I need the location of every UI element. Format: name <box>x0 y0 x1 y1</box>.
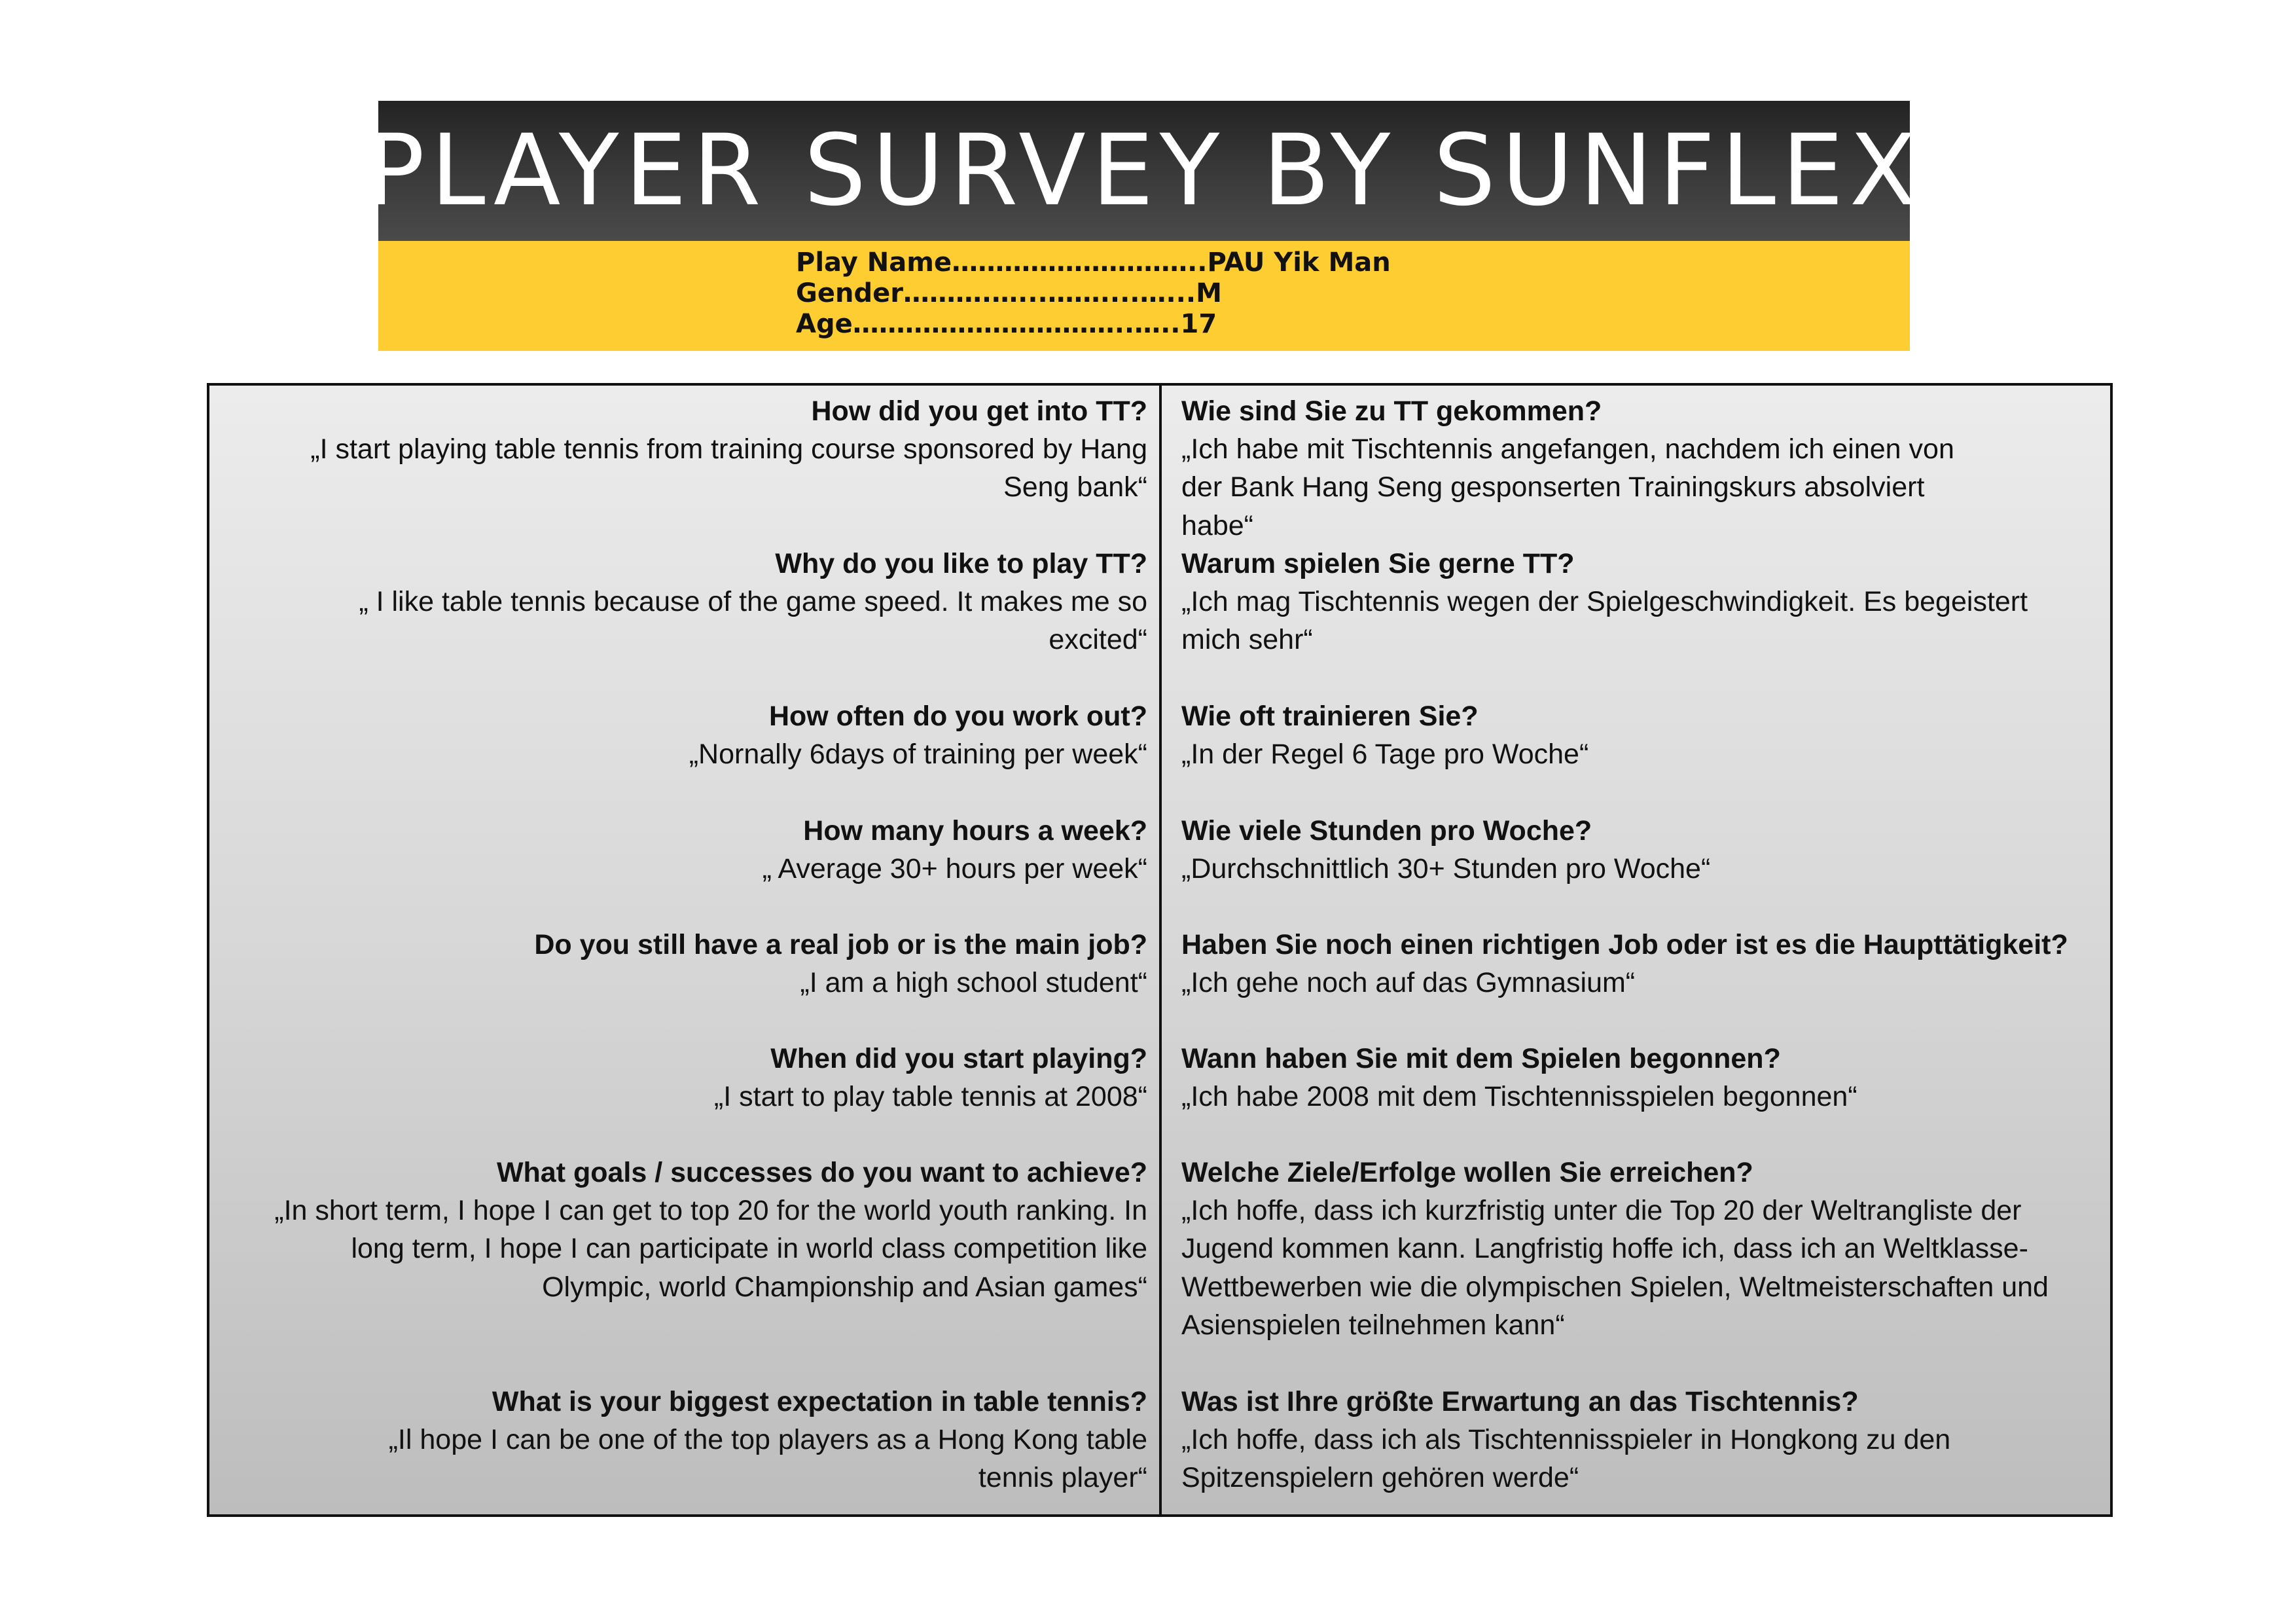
qa-item-de <box>1181 812 2098 888</box>
question-en: How did you get into TT? <box>811 395 1147 427</box>
question-de: Wie oft trainieren Sie? <box>1181 701 1479 732</box>
answer-de: „Ich gehe noch auf das Gymnasium“ <box>1181 967 1636 999</box>
question-en: When did you start playing? <box>770 1043 1147 1074</box>
page-title: PLAYER SURVEY BY SUNFLEX <box>365 114 1923 228</box>
question-de: Wie viele Stunden pro Woche? <box>1181 815 1592 847</box>
answer-en: „ Average 30+ hours per week“ <box>762 853 1147 885</box>
question-de: Wann haben Sie mit dem Spielen begonnen? <box>1181 1043 1781 1074</box>
answer-de: „Ich hoffe, dass ich als Tischtennisspieler in Hongkong zu den Spitzenspielern gehören werde“ <box>1181 1424 1951 1494</box>
question-de: Welche Ziele/Erfolge wollen Sie erreichen? <box>1181 1157 1753 1188</box>
answer-en: „Nornally 6days of training per week“ <box>689 739 1147 771</box>
qa-item-de <box>1181 926 2098 1002</box>
survey-table <box>207 383 2113 1517</box>
question-de: Was ist Ihre größte Erwartung an das Tischtennis? <box>1181 1386 1859 1417</box>
qa-item-de <box>1181 1383 2098 1497</box>
answer-de: „In der Regel 6 Tage pro Woche“ <box>1181 739 1589 771</box>
answer-de: „Durchschnittlich 30+ Stunden pro Woche“ <box>1181 853 1711 885</box>
question-en: How many hours a week? <box>803 815 1147 847</box>
qa-item-en <box>209 545 1147 659</box>
qa-item-en <box>209 926 1147 1002</box>
qa-item-en <box>209 1383 1147 1497</box>
answer-en: „ I like table tennis because of the game speed. It makes me so excited“ <box>359 586 1147 656</box>
player-info <box>796 247 1391 340</box>
qa-item-de <box>1181 1154 2098 1344</box>
qa-item-en <box>209 697 1147 773</box>
player-gender-line: Gender……….…...……....…...M <box>796 278 1222 308</box>
answer-en: „In short term, I hope I can get to top 20 for the world youth ranking. In long term, I hope I can participate in world class competition like Olympic, world Championship and Asian games“ <box>274 1195 1147 1303</box>
question-en: How often do you work out? <box>768 701 1147 732</box>
answer-en: „Il hope I can be one of the top players as a Hong Kong table tennis player“ <box>388 1424 1147 1494</box>
header-banner <box>365 101 1923 241</box>
qa-item-de <box>1181 1040 2098 1116</box>
qa-item-de <box>1181 545 2098 659</box>
question-en: Why do you like to play TT? <box>775 548 1147 579</box>
answer-de: „Ich hoffe, dass ich kurzfristig unter die Top 20 der Weltrangliste der Jugend kommen kann. Langfristig hoffe ich, dass ich an Weltklasse-Wettbewerben wie die olympischen Spielen, Weltmeisterschaften und Asienspielen teilnehmen kann“ <box>1181 1195 2049 1341</box>
qa-item-en <box>209 392 1147 507</box>
qa-item-de <box>1181 697 2098 773</box>
qa-item-en <box>209 1154 1147 1306</box>
answer-de: „Ich mag Tischtennis wegen der Spielgeschwindigkeit. Es begeistert mich sehr“ <box>1181 586 2028 656</box>
question-de: Warum spielen Sie gerne TT? <box>1181 548 1575 579</box>
question-en: What is your biggest expectation in table tennis? <box>492 1386 1147 1417</box>
answer-de: „Ich habe 2008 mit dem Tischtennisspielen begonnen“ <box>1181 1081 1857 1113</box>
player-name-line: Play Name………………………..PAU Yik Man <box>796 247 1391 278</box>
question-en: Do you still have a real job or is the main job? <box>534 929 1147 960</box>
answer-de: „Ich habe mit Tischtennis angefangen, nachdem ich einen von der Bank Hang Seng gesponserten Trainingskurs absolviert habe“ <box>1181 433 1954 541</box>
question-de: Haben Sie noch einen richtigen Job oder ist es die Haupttätigkeit? <box>1181 929 2068 960</box>
qa-item-de <box>1181 392 2098 545</box>
answer-en: „I start playing table tennis from training course sponsored by Hang Seng bank“ <box>310 433 1147 503</box>
column-divider <box>1159 386 1162 1514</box>
qa-item-en <box>209 1040 1147 1116</box>
player-age-line: Age…………………………..…..17 <box>796 309 1217 339</box>
answer-en: „I am a high school student“ <box>800 967 1147 999</box>
question-en: What goals / successes do you want to achieve? <box>496 1157 1147 1188</box>
question-de: Wie sind Sie zu TT gekommen? <box>1181 395 1602 427</box>
qa-item-en <box>209 812 1147 888</box>
answer-en: „I start to play table tennis at 2008“ <box>713 1081 1147 1113</box>
player-info-band <box>378 241 1910 351</box>
